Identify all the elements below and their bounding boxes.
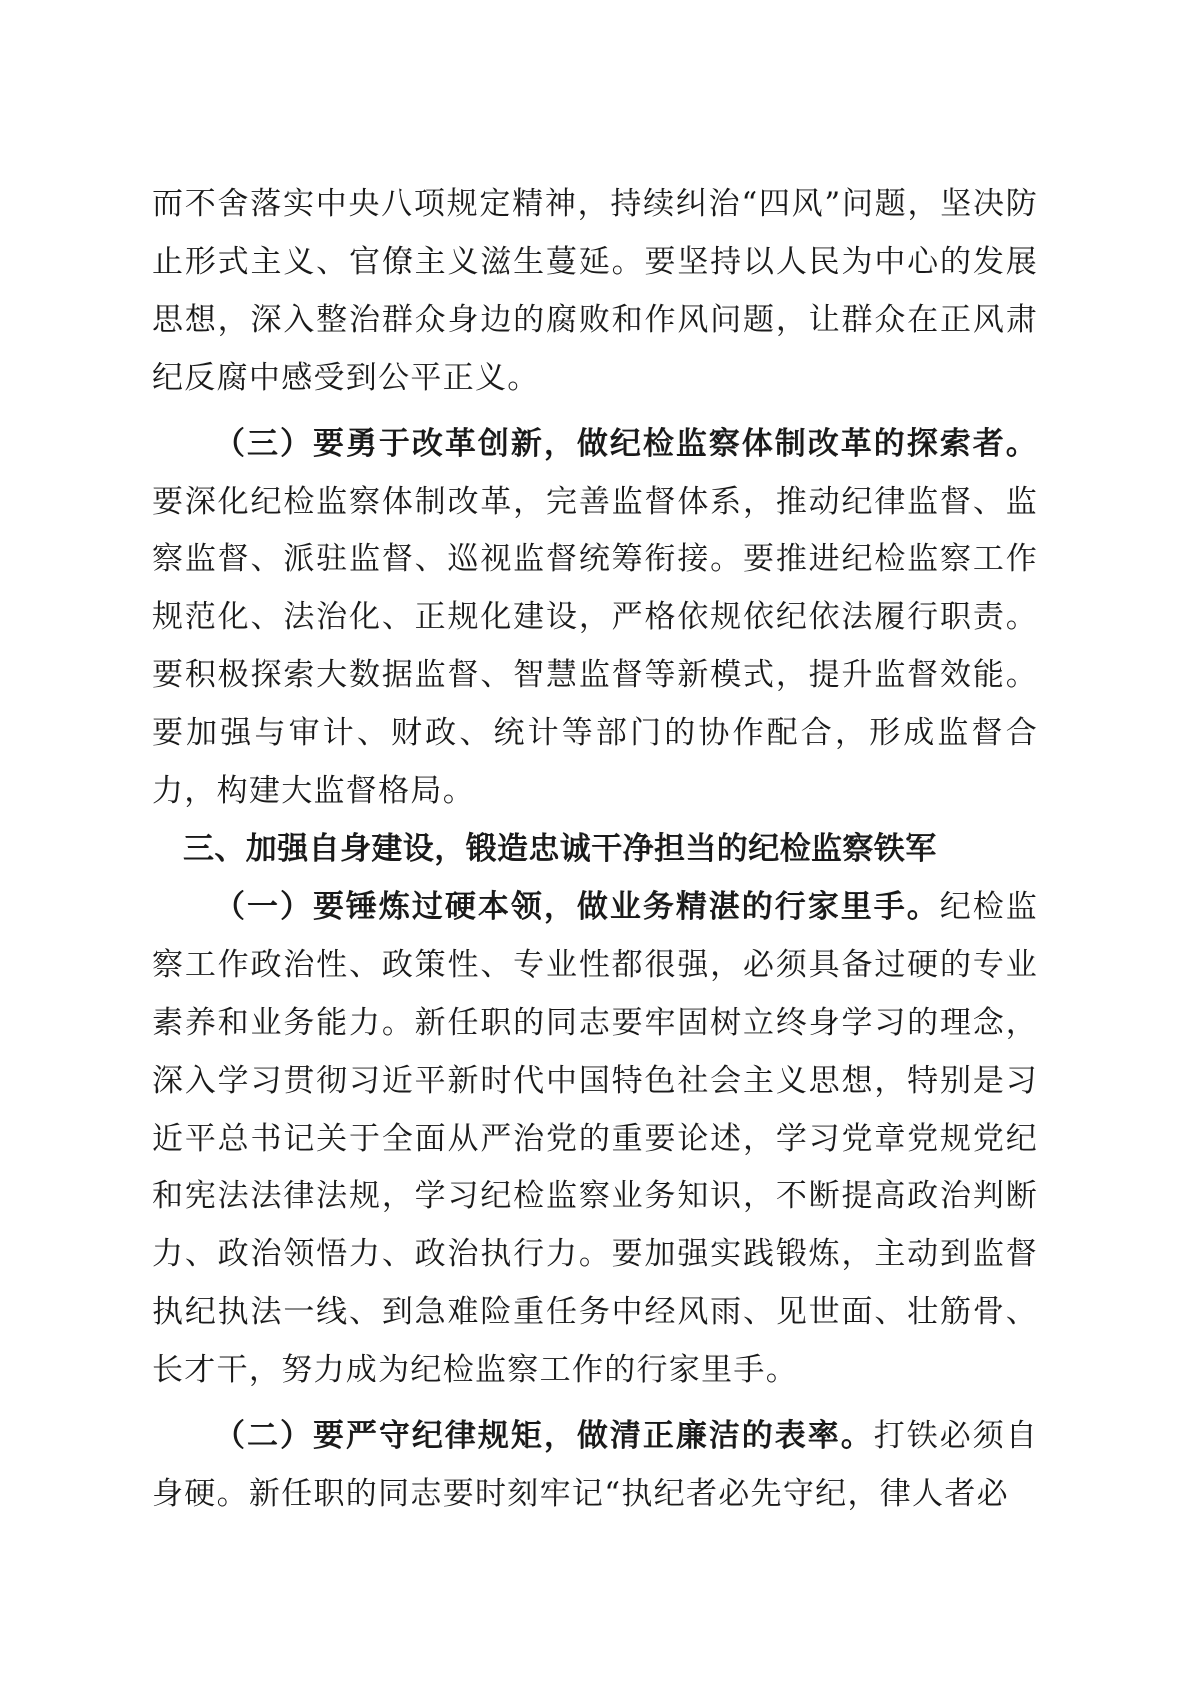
- subsection-heading: （三）要勇于改革创新，做纪检监察体制改革的探索者。: [214, 425, 1038, 462]
- paragraph-continuation: [152, 176, 1038, 408]
- paragraph-skills: [152, 879, 1038, 1400]
- section-heading: 三、加强自身建设，锻造忠诚干净担当的纪检监察铁军: [183, 830, 937, 867]
- paragraph-text: 要深化纪检监察体制改革，完善监督体系，推动纪律监督、监察监督、派驻监督、巡视监督统筹衔接。要推进纪检监察工作规范化、法治化、正规化建设，严格依规依纪依法履行职责。要积极探索大数据监督、智慧监督等新模式，提升监督效能。要加强与审计、财政、统计等部门的协作配合，形成监督合力，构建大监督格局。: [152, 483, 1038, 810]
- subsection-heading: （一）要锤炼过硬本领，做业务精湛的行家里手。: [214, 888, 940, 925]
- document-body: [152, 176, 1038, 1524]
- subsection-heading: （二）要严守纪律规矩，做清正廉洁的表率。: [214, 1418, 874, 1455]
- paragraph-text: 打铁必须自身硬。新任职的同志要时刻牢记“执纪者必先守纪，律人者必: [152, 1418, 1038, 1512]
- paragraph-gap: [152, 408, 1038, 416]
- paragraph-reform-innovation: [152, 416, 1038, 821]
- paragraph-discipline: [152, 1408, 1038, 1524]
- paragraph-text: 而不舍落实中央八项规定精神，持续纠治“四风”问题，坚决防止形式主义、官僚主义滋生蔓延。要坚持以人民为中心的发展思想，深入整治群众身边的腐败和作风问题，让群众在正风肃纪反腐中感受到公平正义。: [152, 186, 1038, 396]
- paragraph-text: 纪检监察工作政治性、政策性、专业性都很强，必须具备过硬的专业素养和业务能力。新任职的同志要牢固树立终身学习的理念，深入学习贯彻习近平新时代中国特色社会主义思想，特别是习近平总书记关于全面从严治党的重要论述，学习党章党规党纪和宪法法律法规，学习纪检监察业务知识，不断提高政治判断力、政治领悟力、政治执行力。要加强实践锻炼，主动到监督执纪执法一线、到急难险重任务中经风雨、见世面、壮筋骨、长才干，努力成为纪检监察工作的行家里手。: [152, 888, 1038, 1389]
- paragraph-gap: [152, 1400, 1038, 1408]
